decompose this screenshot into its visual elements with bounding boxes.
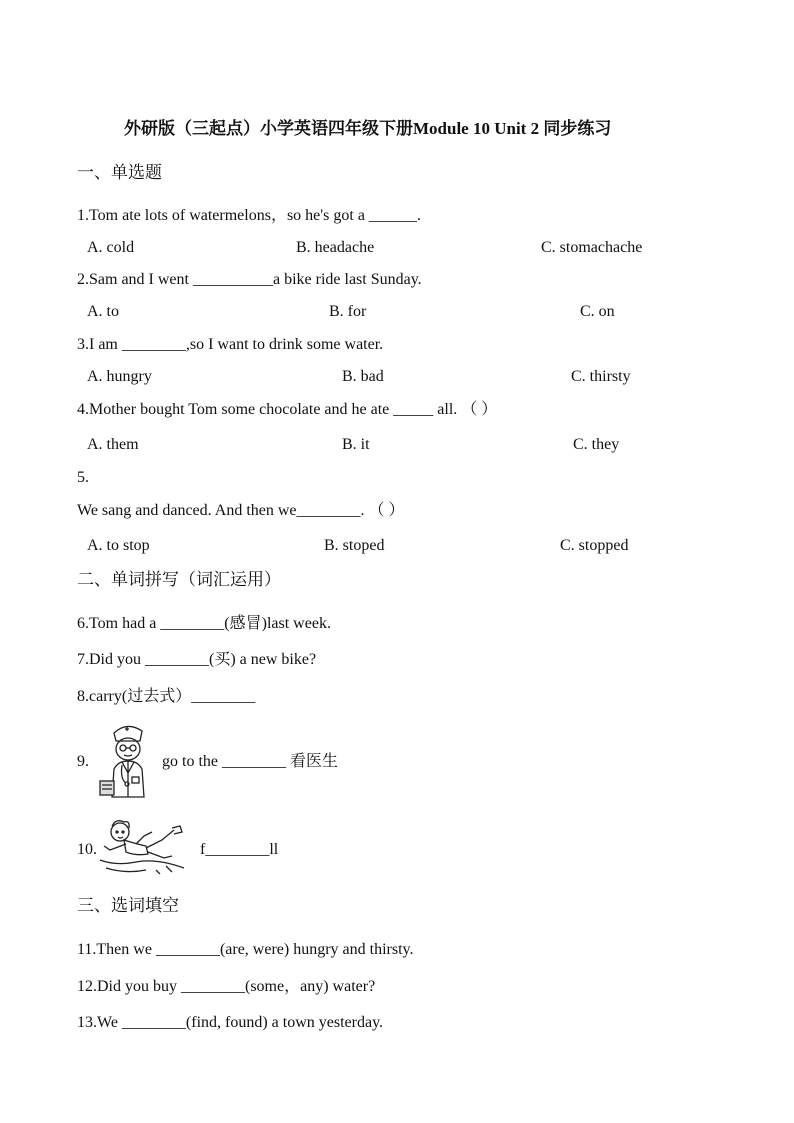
question-13: 13.We ________(find, found) a town yesterday.	[77, 1014, 384, 1031]
section-heading-spelling: 二、单词拼写（词汇运用）	[77, 570, 281, 589]
question-3-stem: 3.I am ________,so I want to drink some water.	[77, 336, 384, 353]
question-12: 12.Did you buy ________(some，any) water?	[77, 978, 376, 995]
question-7: 7.Did you ________(买) a new bike?	[77, 651, 317, 668]
question-4-option-c[interactable]: C. they	[573, 436, 620, 453]
falling-child-icon	[96, 816, 188, 878]
question-3-option-b[interactable]: B. bad	[342, 368, 384, 385]
question-6: 6.Tom had a ________(感冒)last week.	[77, 615, 331, 632]
question-9-text: go to the ________ 看医生	[162, 753, 338, 770]
question-3-option-c[interactable]: C. thirsty	[571, 368, 631, 385]
question-8: 8.carry(过去式）________	[77, 688, 256, 705]
question-3-option-a[interactable]: A. hungry	[87, 368, 152, 385]
question-4-option-a[interactable]: A. them	[87, 436, 139, 453]
question-2-option-a[interactable]: A. to	[87, 303, 119, 320]
question-1-option-a[interactable]: A. cold	[87, 239, 135, 256]
question-11: 11.Then we ________(are, were) hungry and thirsty.	[77, 941, 414, 958]
doctor-icon	[96, 719, 158, 801]
question-2-option-b[interactable]: B. for	[329, 303, 367, 320]
question-2-option-c[interactable]: C. on	[580, 303, 615, 320]
question-5-number: 5.	[77, 469, 89, 486]
question-1-stem: 1.Tom ate lots of watermelons，so he's got a ______.	[77, 207, 421, 224]
question-2-stem: 2.Sam and I went __________a bike ride last Sunday.	[77, 271, 422, 288]
question-1-option-c[interactable]: C. stomachache	[541, 239, 643, 256]
question-5-option-a[interactable]: A. to stop	[87, 537, 150, 554]
question-10-text: f________ll	[200, 841, 279, 858]
question-4-stem: 4.Mother bought Tom some chocolate and he ate _____ all. （ ）	[77, 401, 498, 418]
question-10-number: 10.	[77, 841, 97, 858]
question-5-stem: We sang and danced. And then we________. （ ）	[77, 502, 405, 519]
question-1-option-b[interactable]: B. headache	[296, 239, 375, 256]
question-5-option-b[interactable]: B. stoped	[324, 537, 385, 554]
page-title: 外研版（三起点）小学英语四年级下册Module 10 Unit 2 同步练习	[124, 119, 612, 138]
question-4-option-b[interactable]: B. it	[342, 436, 370, 453]
question-5-option-c[interactable]: C. stopped	[560, 537, 629, 554]
question-9-number: 9.	[77, 753, 89, 770]
section-heading-word-choice: 三、选词填空	[77, 896, 179, 915]
section-heading-single-choice: 一、单选题	[77, 163, 162, 182]
